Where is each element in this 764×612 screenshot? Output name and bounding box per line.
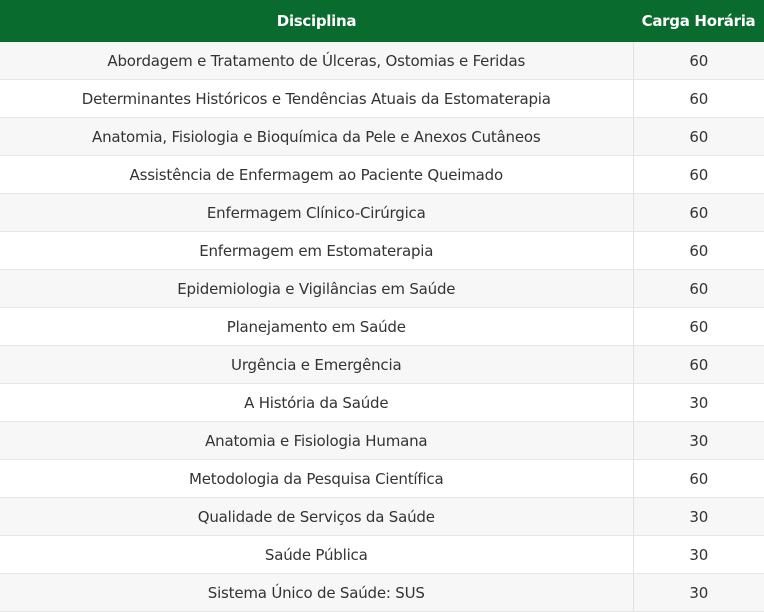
table-row <box>0 574 764 612</box>
table-row <box>0 194 764 232</box>
discipline-cell: Qualidade de Serviços da Saúde <box>0 498 633 536</box>
hours-cell: 60 <box>633 270 764 308</box>
table-row <box>0 270 764 308</box>
table-body <box>0 42 764 612</box>
discipline-cell: Anatomia e Fisiologia Humana <box>0 422 633 460</box>
hours-cell: 60 <box>633 346 764 384</box>
table-row <box>0 536 764 574</box>
hours-cell: 60 <box>633 194 764 232</box>
hours-cell: 60 <box>633 460 764 498</box>
table-row <box>0 460 764 498</box>
hours-cell: 30 <box>633 384 764 422</box>
discipline-cell: Saúde Pública <box>0 536 633 574</box>
discipline-cell: Planejamento em Saúde <box>0 308 633 346</box>
discipline-cell: Enfermagem Clínico-Cirúrgica <box>0 194 633 232</box>
table-header-row <box>0 0 764 42</box>
discipline-cell: Anatomia, Fisiologia e Bioquímica da Pele e Anexos Cutâneos <box>0 118 633 156</box>
table-row <box>0 42 764 80</box>
table-row <box>0 80 764 118</box>
hours-cell: 30 <box>633 422 764 460</box>
hours-cell: 60 <box>633 232 764 270</box>
table-row <box>0 232 764 270</box>
hours-cell: 60 <box>633 118 764 156</box>
discipline-cell: Urgência e Emergência <box>0 346 633 384</box>
table-row <box>0 118 764 156</box>
discipline-cell: Determinantes Históricos e Tendências Atuais da Estomaterapia <box>0 80 633 118</box>
hours-cell: 60 <box>633 308 764 346</box>
hours-cell: 30 <box>633 536 764 574</box>
header-discipline: Disciplina <box>0 0 633 42</box>
discipline-cell: Abordagem e Tratamento de Úlceras, Ostomias e Feridas <box>0 42 633 80</box>
discipline-cell: Enfermagem em Estomaterapia <box>0 232 633 270</box>
table-row <box>0 346 764 384</box>
discipline-cell: Sistema Único de Saúde: SUS <box>0 574 633 612</box>
hours-cell: 30 <box>633 498 764 536</box>
discipline-cell: Assistência de Enfermagem ao Paciente Queimado <box>0 156 633 194</box>
hours-cell: 30 <box>633 574 764 612</box>
header-hours: Carga Horária <box>633 0 764 42</box>
table-row <box>0 156 764 194</box>
discipline-cell: Metodologia da Pesquisa Científica <box>0 460 633 498</box>
discipline-cell: A História da Saúde <box>0 384 633 422</box>
table-row <box>0 384 764 422</box>
hours-cell: 60 <box>633 80 764 118</box>
table-row <box>0 422 764 460</box>
discipline-cell: Epidemiologia e Vigilâncias em Saúde <box>0 270 633 308</box>
table-row <box>0 498 764 536</box>
hours-cell: 60 <box>633 156 764 194</box>
hours-cell: 60 <box>633 42 764 80</box>
table-header <box>0 0 764 42</box>
table-row <box>0 308 764 346</box>
